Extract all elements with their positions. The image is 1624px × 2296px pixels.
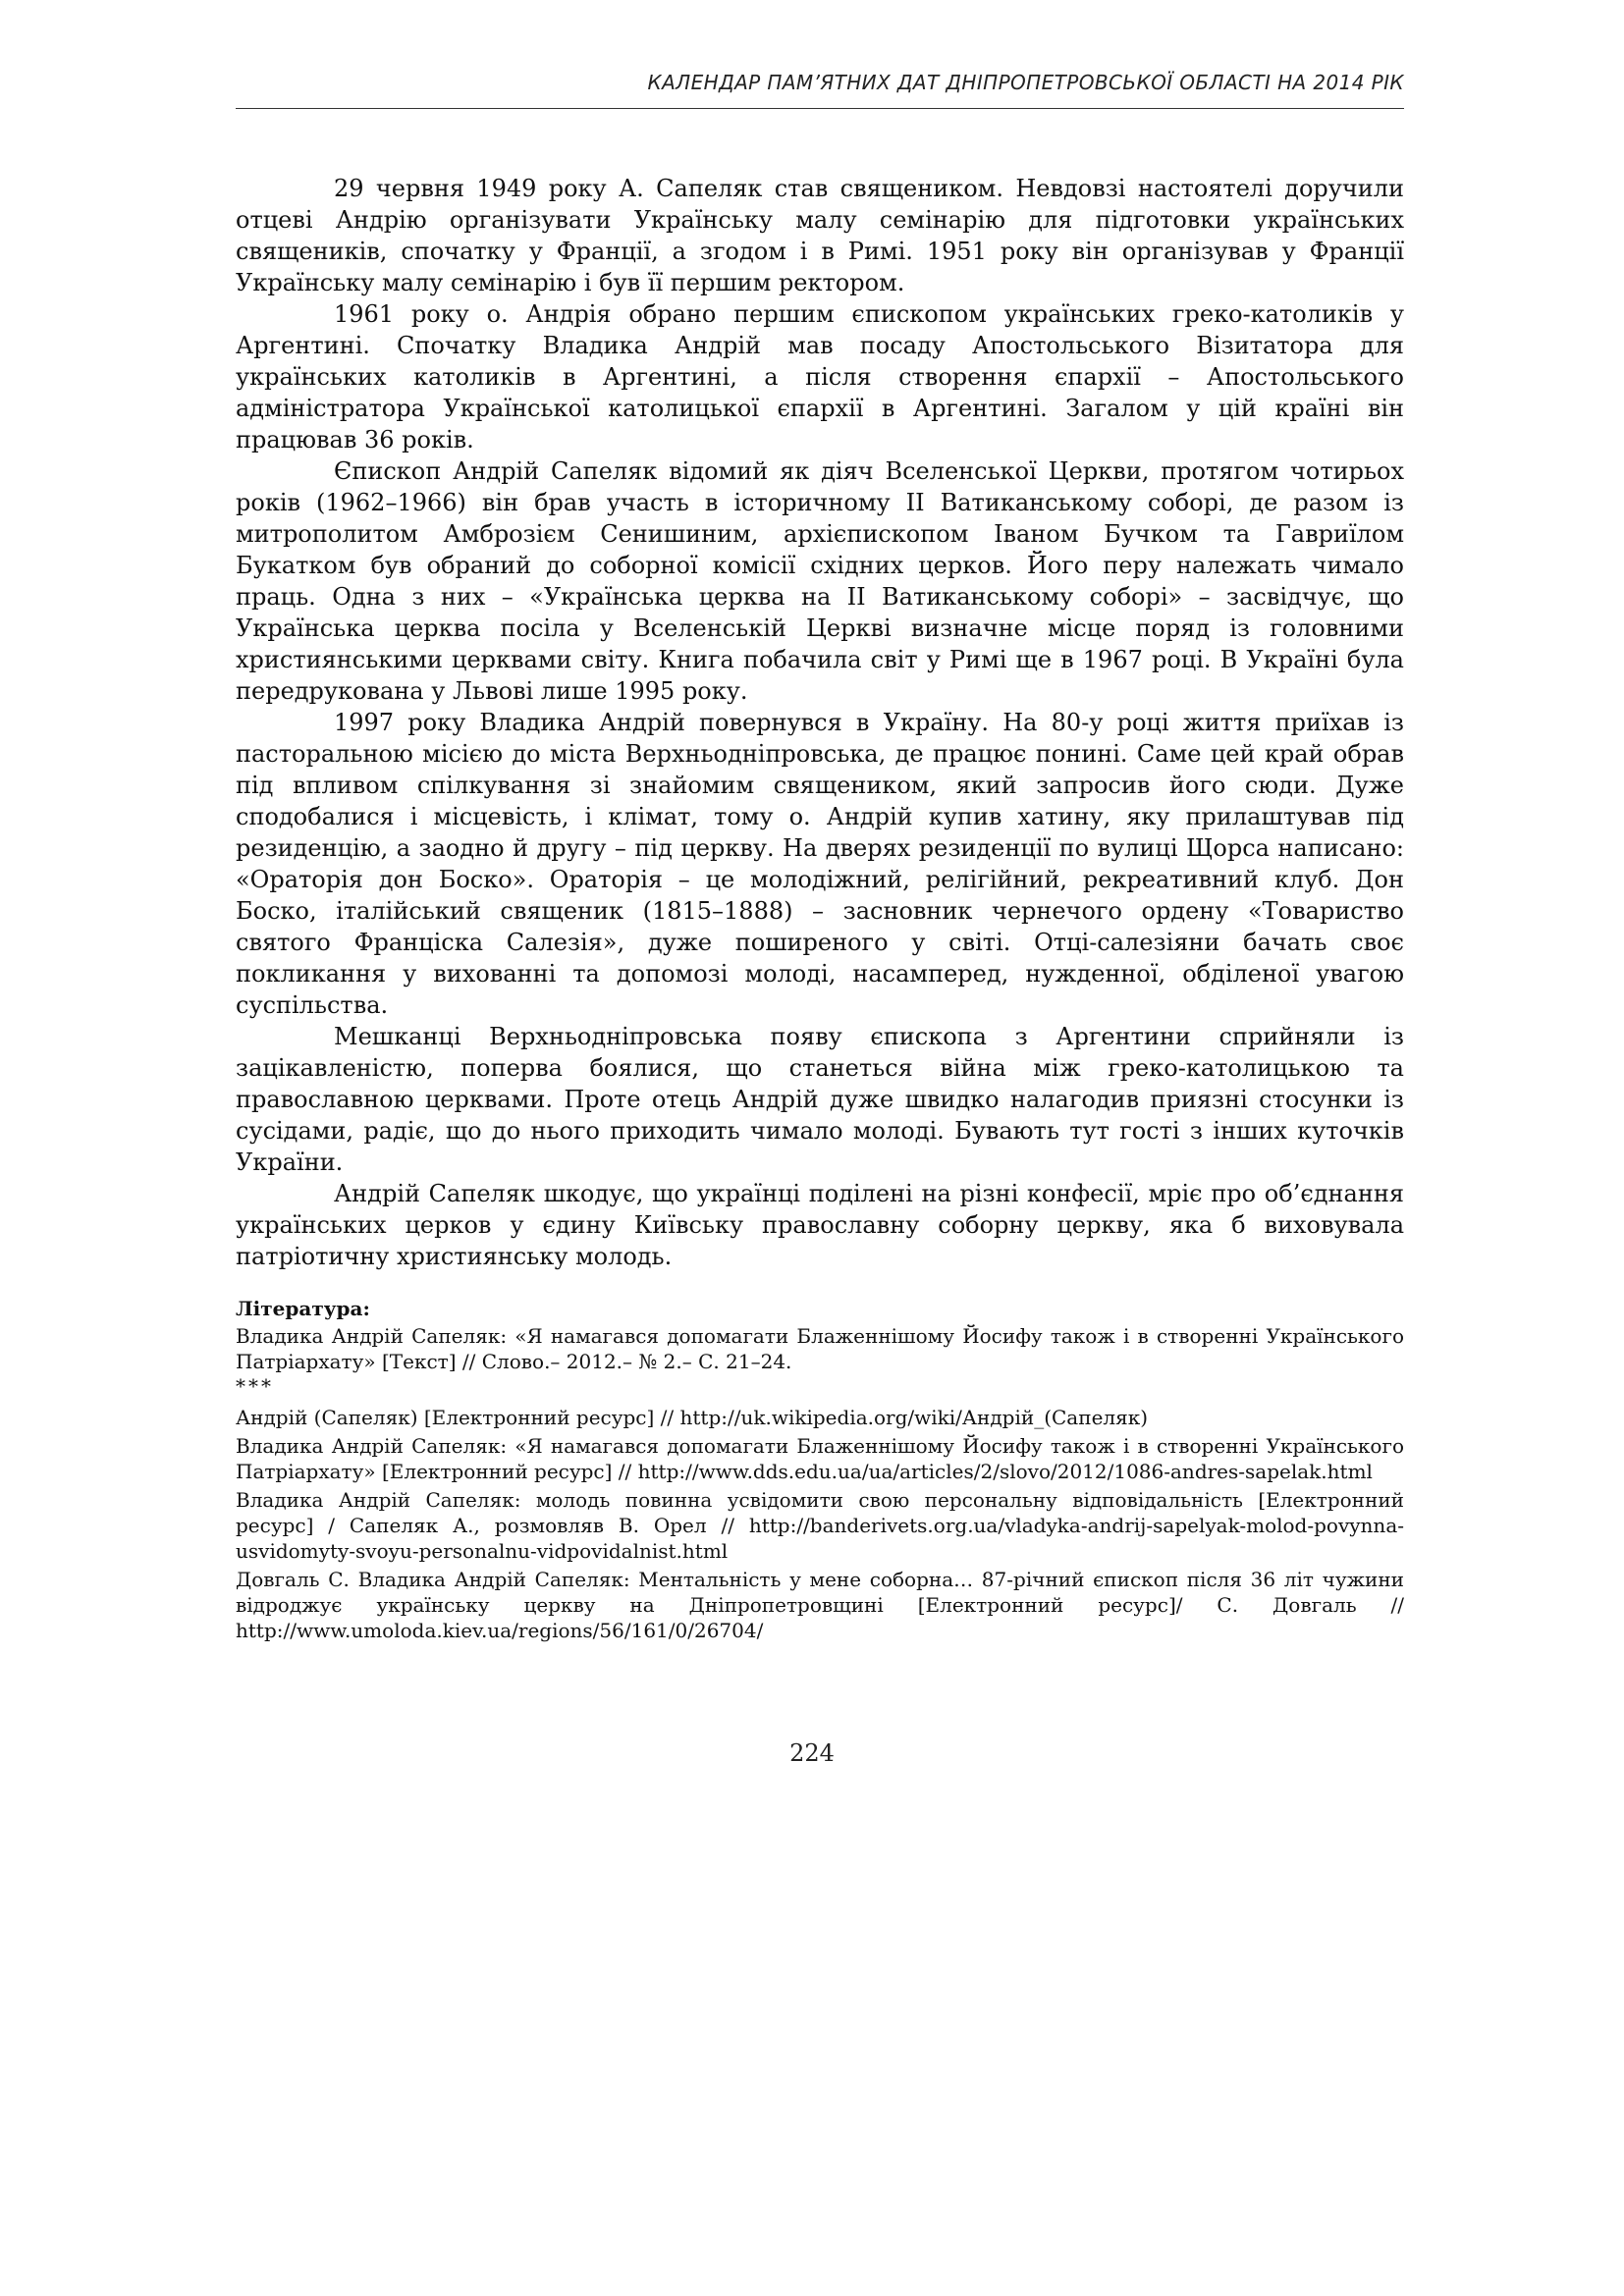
reference-entry: Андрій (Сапеляк) [Електронний ресурс] // http://uk.wikipedia.org/wiki/Андрій_(Сапеляк) [236, 1406, 1149, 1429]
separator-stars: *** [236, 1374, 274, 1398]
paragraph: 1961 року о. Андрія обрано першим єпископом українських греко-католиків у Аргентині. Спочатку Владика Андрій мав посаду Апостольського Візитатора для українських католиків в Аргентині, а після створення єпархії – Апостольського адміністратора Української католицької єпархії в Аргентині. Загалом у цій країні він працював 36 років. [236, 300, 1404, 454]
reference-entry: Владика Андрій Сапеляк: молодь повинна усвідомити свою персональну відповідальність [Електронний ресурс] / Сапеляк А., розмовляв В. Орел // http://banderivets.org.ua/vladyka-andrij-sapelyak-molod-povynna-usvidomyty-svoyu-personalnu-vidpovidalnist.html [236, 1488, 1404, 1563]
reference-entry: Владика Андрій Сапеляк: «Я намагався допомагати Блаженнішому Йосифу також і в створенні Українського Патріархату» [Текст] // Слово.– 2012.– № 2.– С. 21–24. [236, 1324, 1404, 1373]
paragraph: 29 червня 1949 року А. Сапеляк став священиком. Невдовзі настоятелі доручили отцеві Андрію організувати Українську малу семінарію для підготовки українських священиків, спочатку у Франції, а згодом і в Римі. 1951 року він організував у Франції Українську малу семінарію і був її першим ректором. [236, 175, 1404, 296]
reference-entry: Довгаль С. Владика Андрій Сапеляк: Ментальність у мене соборна… 87-річний єпископ після 36 літ чужини відроджує українську церкву на Дніпропетровщині [Електронний ресурс]/ С. Довгаль // http://www.umoloda.kiev.ua/regions/56/161/0/26704/ [236, 1568, 1404, 1642]
paragraph: Андрій Сапеляк шкодує, що українці поділені на різні конфесії, мріє про об’єднання українських церков у єдину Київську православну соборну церкву, яка б виховувала патріотичну християнську молодь. [236, 1180, 1404, 1270]
header-rule [236, 108, 1404, 109]
paragraph: Єпископ Андрій Сапеляк відомий як діяч Вселенської Церкви, протягом чотирьох років (1962–1966) він брав участь в історичному II Ватиканському соборі, де разом із митрополитом Амброзієм Сенишиним, архієпископом Іваном Бучком та Гавриїлом Букатком був обраний до соборної комісії східних церков. Його перу належать чимало праць. Одна з них – «Українська церква на II Ватиканському соборі» – засвідчує, що Українська церква посіла у Вселенській Церкві визначне місце поряд із головними християнськими церквами світу. Книга побачила світ у Римі ще в 1967 році. В Україні була передрукована у Львові лише 1995 року. [236, 457, 1404, 705]
page-number: 224 [789, 1739, 835, 1767]
paragraph: Мешканці Верхньодніпровська появу єпископа з Аргентини сприйняли із зацікавленістю, поперва боялися, що станеться війна між греко-католицькою та православною церквами. Проте отець Андрій дуже швидко налагодив приязні стосунки із сусідами, радіє, що до нього приходить чимало молоді. Бувають тут гості з інших куточків України. [236, 1023, 1404, 1176]
paragraph: 1997 року Владика Андрій повернувся в Україну. На 80-у році життя приїхав із пасторальною місією до міста Верхньодніпровська, де працює понині. Саме цей край обрав під впливом спілкування зі знайомим священиком, який запросив його сюди. Дуже сподобалися і місцевість, і клімат, тому о. Андрій купив хатину, яку прилаштував під резиденцію, а заодно й другу – під церкву. На дверях резиденції по вулиці Щорса написано: «Ораторія дон Боско». Ораторія – це молодіжний, релігійний, рекреативний клуб. Дон Боско, італійський священик (1815–1888) – засновник чернечого ордену «Товариство святого Франціска Салезія», дуже поширеного у світі. Отці-салезіяни бачать своє покликання у вихованні та допомозі молоді, насамперед, нужденної, обділеної увагою суспільства. [236, 709, 1404, 1019]
reference-entry: Владика Андрій Сапеляк: «Я намагався допомагати Блаженнішому Йосифу також і в створенні Українського Патріархату» [Електронний ресурс] // http://www.dds.edu.ua/ua/articles/2/slovo/2012/1086-andres-sapelak.html [236, 1434, 1404, 1483]
literature-title: Література: [236, 1297, 370, 1320]
literature-section [236, 1296, 1404, 1646]
running-header: КАЛЕНДАР ПАМ’ЯТНИХ ДАТ ДНІПРОПЕТРОВСЬКОЇ ОБЛАСТІ НА 2014 РІК [647, 71, 1404, 94]
article-body [236, 173, 1404, 1272]
